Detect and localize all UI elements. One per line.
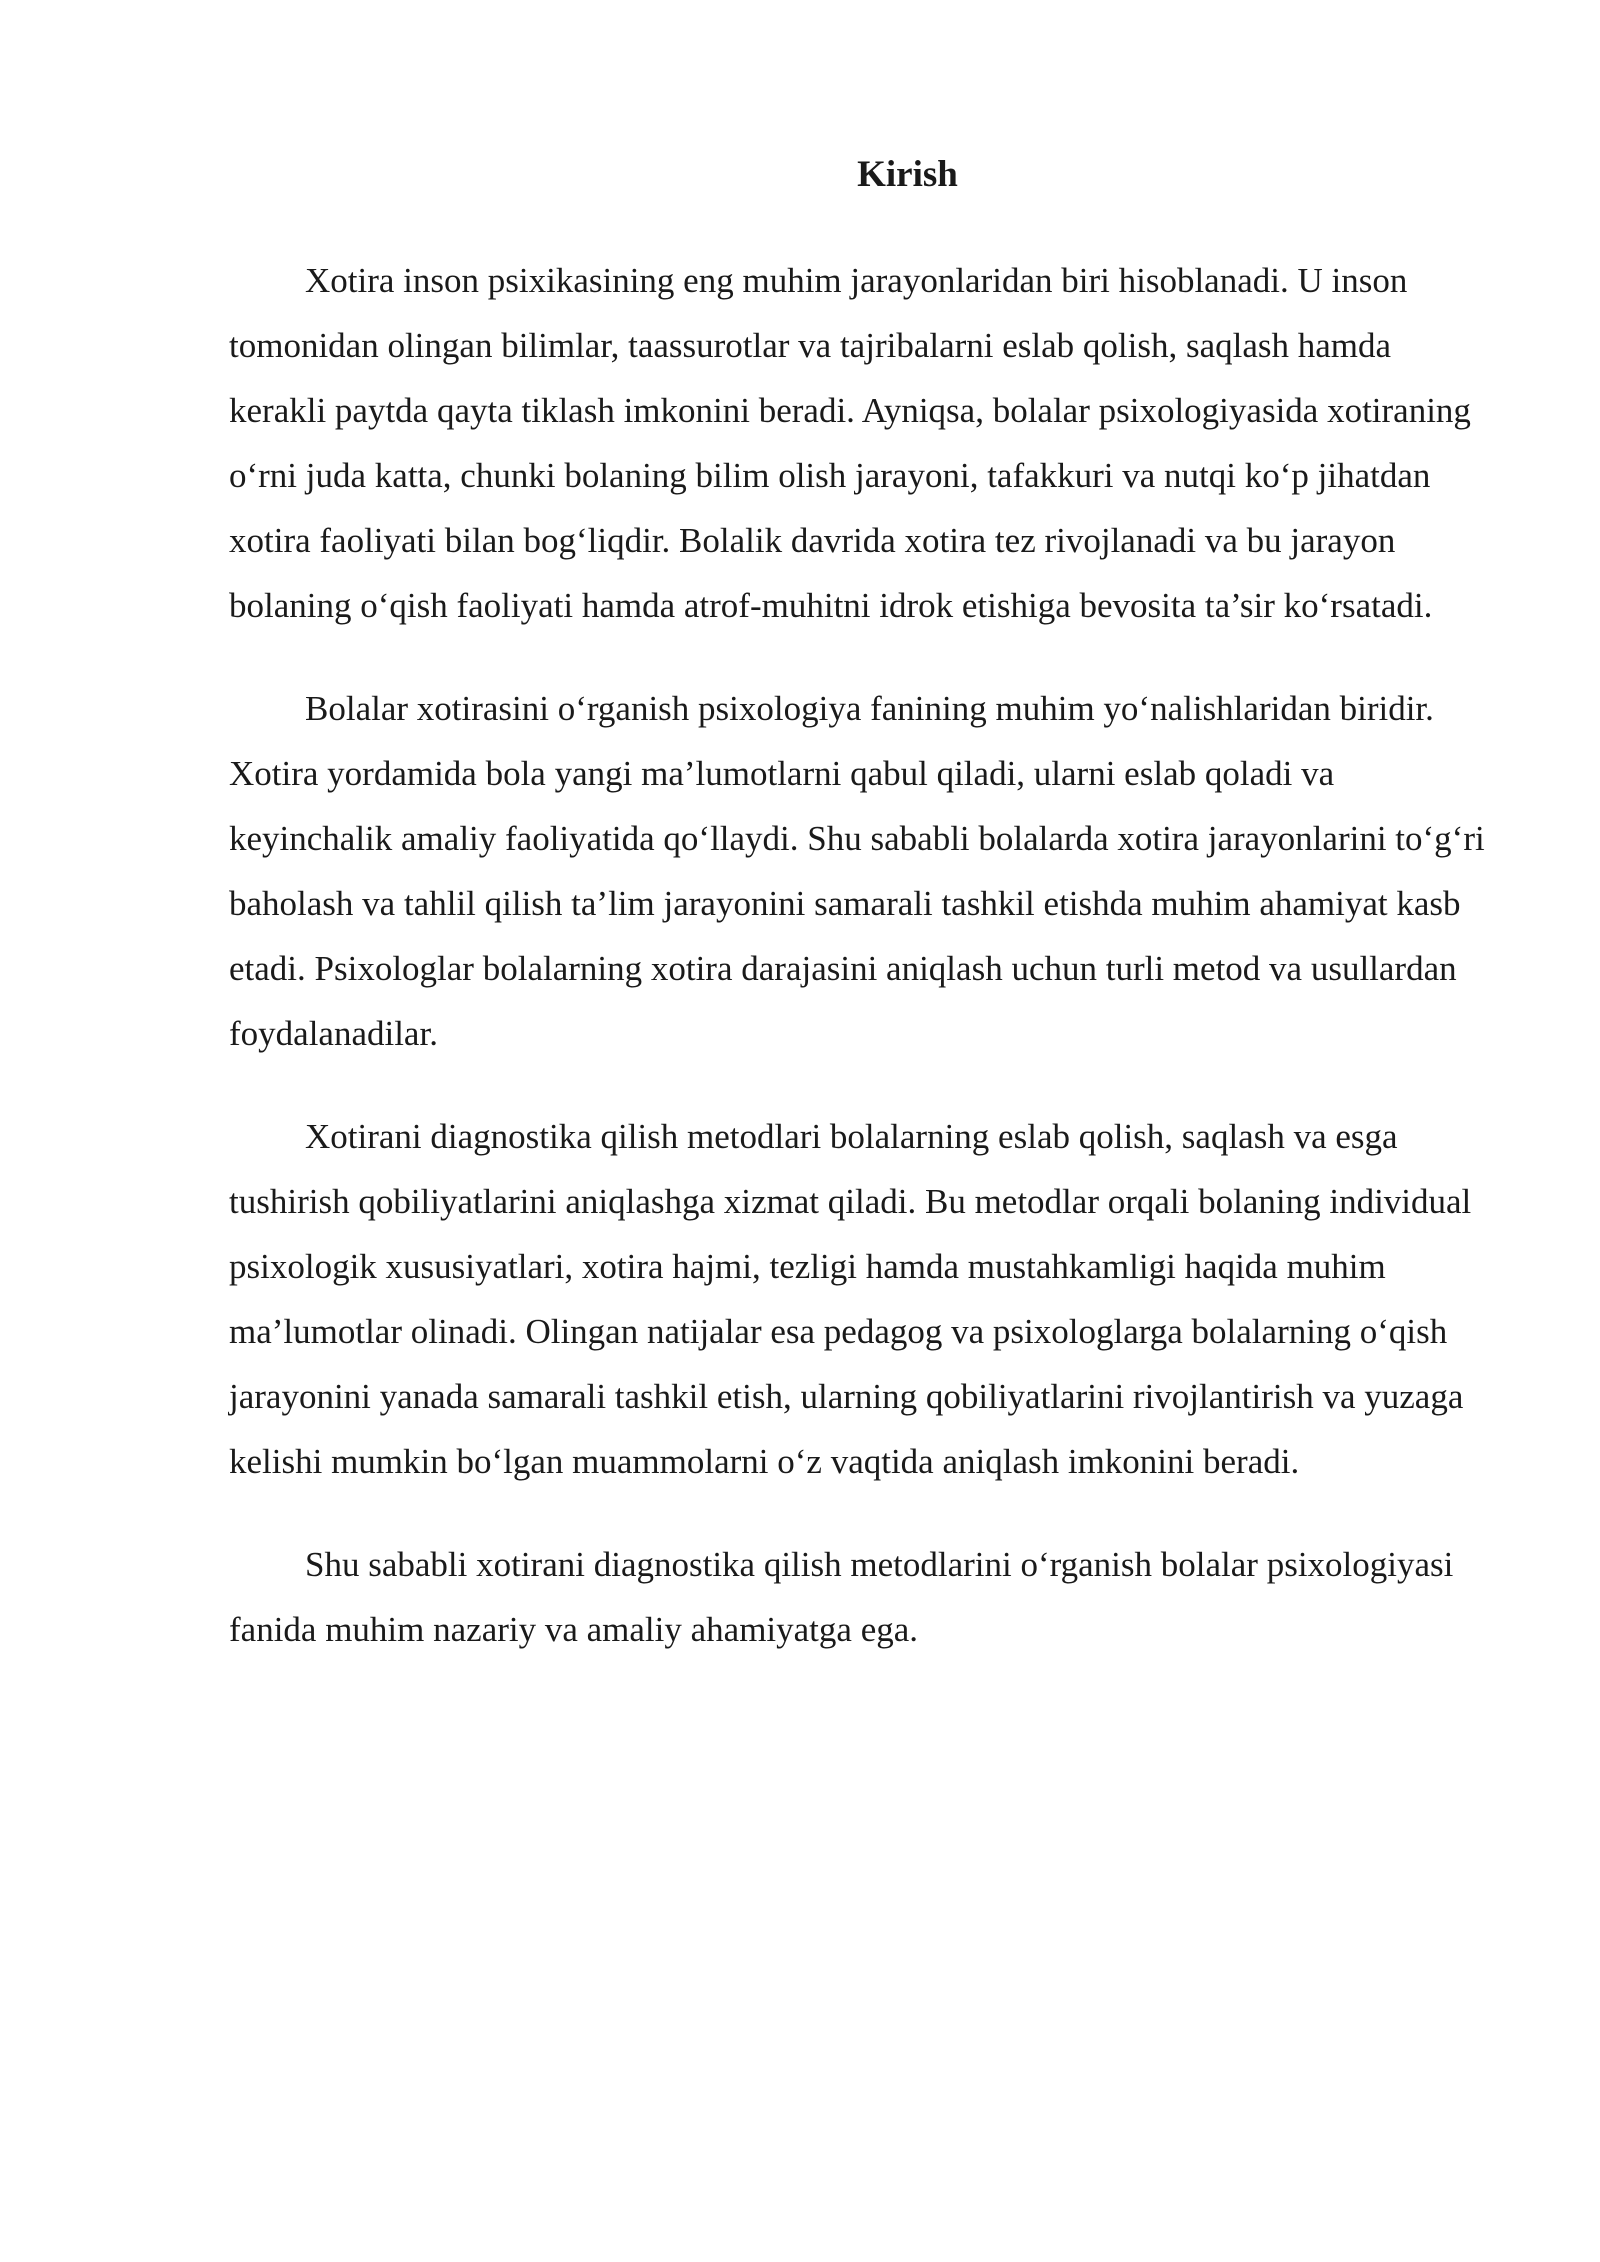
paragraph-2: Bolalar xotirasini o‘rganish psixologiya fanining muhim yo‘nalishlaridan biridir. Xotira yordamida bola yangi ma’lumotlarni qabul qiladi, ularni eslab qoladi va keyinchalik amaliy faoliyatida qo‘llaydi. Shu sababli bolalarda xotira jarayonlarini to‘g‘ri baholash va tahlil qilish ta’lim jarayonini samarali tashkil etishda muhim ahamiyat kasb etadi. Psixologlar bolalarning xotira darajasini aniqlash uchun turli metod va usullardan foydalanadilar. xyxy=(229,689,1485,1053)
paragraph-3: Xotirani diagnostika qilish metodlari bolalarning eslab qolish, saqlash va esga tushirish qobiliyatlarini aniqlashga xizmat qiladi. Bu metodlar orqali bolaning individual psixologik xususiyatlari, xotira hajmi, tezligi hamda mustahkamligi haqida muhim ma’lumotlar olinadi. Olingan natijalar esa pedagog va psixologlarga bolalarning o‘qish jarayonini yanada samarali tashkil etish, ularning qobiliyatlarini rivojlantirish va yuzaga kelishi mumkin bo‘lgan muammolarni o‘z vaqtida aniqlash imkonini beradi. xyxy=(229,1117,1472,1481)
paragraph-1: Xotira inson psixikasining eng muhim jarayonlaridan biri hisoblanadi. U inson tomonidan olingan bilimlar, taassurotlar va tajribalarni eslab qolish, saqlash hamda kerakli paytda qayta tiklash imkonini beradi. Ayniqsa, bolalar psixologiyasida xotiraning o‘rni juda katta, chunki bolaning bilim olish jarayoni, tafakkuri va nutqi ko‘p jihatdan xotira faoliyati bilan bog‘liqdir. Bolalik davrida xotira tez rivojlanadi va bu jarayon bolaning o‘qish faoliyati hamda atrof-muhitni idrok etishiga bevosita ta’sir ko‘rsatadi. xyxy=(229,261,1471,625)
paragraph-4: Shu sababli xotirani diagnostika qilish metodlarini o‘rganish bolalar psixologiyasi fanida muhim nazariy va amaliy ahamiyatga ega. xyxy=(229,1545,1454,1649)
page-title: Kirish xyxy=(857,154,958,195)
document-body xyxy=(229,150,1494,1662)
